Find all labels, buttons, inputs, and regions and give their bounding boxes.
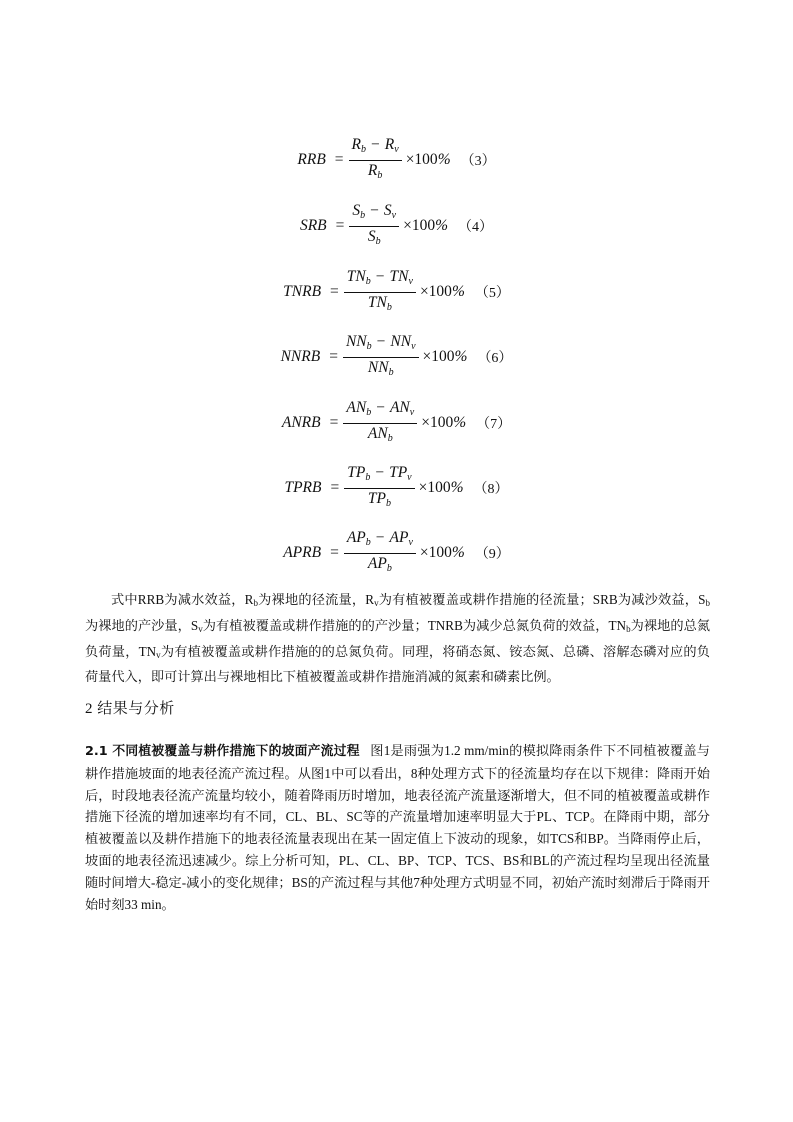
definition-paragraph: 式中RRB为减水效益，$R_b$为裸地的径流量，$R_v$为有植被覆盖或耕作措施的径流量；SRB为减沙效益，$S_b$为裸地的产沙量，$S_v$为有植被覆盖或耕作措施的的产沙量；TNRB为减少总氮负荷的效益，$TN_b$为裸地的总氮负荷量，$TN_v$为有植被覆盖或耕作措施的的总氮负荷。同理，将硝态氮、铵态氮、总磷、溶解态磷对应的负荷量代入，即可计算出与裸地相比下植被覆盖或耕作措施消减的氮素和磷素比例。 xyxy=(85,592,711,685)
equation-6 xyxy=(0,331,793,383)
equals-sign: = xyxy=(330,479,340,496)
fraction xyxy=(344,267,416,318)
equation-lhs: TNRB xyxy=(283,283,322,300)
percent-factor: ×100% xyxy=(422,348,468,365)
equation-number: （8） xyxy=(473,482,509,497)
subsection-paragraph xyxy=(85,740,710,915)
subsection-body: 图1是雨强为1.2 mm/min的模拟降雨条件下不同植被覆盖与耕作措施坡面的地表径流产流过程。从图1中可以看出，8种处理方式下的径流量均存在以下规律：降雨开始后，时段地表径流产流量均较小，随着降雨历时增加，地表径流产流量逐渐增大，但不同的植被覆盖或耕作措施下径流的增加速率均有不同，CL、BL、SC等的产流量增加速率明显大于PL、TCP。在降雨中期，部分植被覆盖以及耕作措施下的地表径流量表现出在某一固定值上下波动的现象，如TCS和BP。当降雨停止后，坡面的地表径流迅速减少。综上分析可知，PL、CL、BP、TCP、TCS、BS和BL的产流过程均呈现出径流量随时间增大-稳定-减小的变化规律；BS的产流过程与其他7种处理方式明显不同，初始产流时刻滞后于降雨开始时刻33 min。 xyxy=(85,743,710,912)
equation-lhs: RRB xyxy=(297,151,326,168)
percent-factor: ×100% xyxy=(419,544,465,561)
equation-5 xyxy=(0,266,793,318)
equation-number: （3） xyxy=(460,154,496,169)
percent-factor: ×100% xyxy=(403,217,449,234)
denominator: $R_b$ xyxy=(367,161,383,181)
denominator: $AN_b$ xyxy=(367,424,393,444)
section-heading: 2 结果与分析 xyxy=(85,701,175,717)
equation-7 xyxy=(0,397,793,449)
denominator: $NN_b$ xyxy=(367,358,394,378)
numerator: $R_b - R_v$ xyxy=(351,135,399,155)
fraction xyxy=(344,528,416,579)
fraction xyxy=(349,135,402,186)
fraction xyxy=(344,463,414,514)
equation-number: （5） xyxy=(474,286,510,301)
denominator: $TP_b$ xyxy=(367,489,391,509)
equation-lhs: TPRB xyxy=(284,479,322,496)
numerator: $TN_b - TN_v$ xyxy=(346,267,413,287)
equation-lhs: APRB xyxy=(283,544,322,561)
fraction xyxy=(349,201,399,252)
equals-sign: = xyxy=(334,151,344,168)
equation-number: （4） xyxy=(458,220,494,235)
denominator: $TN_b$ xyxy=(367,293,392,313)
denominator: $AP_b$ xyxy=(367,554,392,574)
numerator: $S_b - S_v$ xyxy=(352,201,397,221)
equation-number: （9） xyxy=(474,547,510,562)
equation-3 xyxy=(0,134,793,186)
subsection-heading: 2.1 不同植被覆盖与耕作措施下的坡面产流过程 xyxy=(85,744,360,759)
equation-number: （7） xyxy=(476,417,512,432)
equation-9 xyxy=(0,527,793,579)
numerator: $AN_b - AN_v$ xyxy=(346,398,415,418)
equals-sign: = xyxy=(335,217,345,234)
percent-factor: ×100% xyxy=(421,414,467,431)
fraction xyxy=(343,398,417,449)
equation-number: （6） xyxy=(477,351,513,366)
numerator: $TP_b - TP_v$ xyxy=(347,463,412,483)
equals-sign: = xyxy=(329,348,338,365)
equation-lhs: NNRB xyxy=(280,348,321,365)
equation-lhs: ANRB xyxy=(281,414,321,431)
numerator: $NN_b - NN_v$ xyxy=(345,332,416,352)
percent-factor: ×100% xyxy=(418,479,464,496)
denominator: $S_b$ xyxy=(367,227,381,247)
fraction xyxy=(343,332,419,383)
percent-factor: ×100% xyxy=(419,283,465,300)
equation-8 xyxy=(0,462,793,514)
equation-4 xyxy=(0,200,793,252)
equals-sign: = xyxy=(330,283,339,300)
equals-sign: = xyxy=(329,414,339,431)
numerator: $AP_b - AP_v$ xyxy=(346,528,413,548)
percent-factor: ×100% xyxy=(405,151,451,168)
equals-sign: = xyxy=(330,544,339,561)
equation-lhs: SRB xyxy=(299,217,327,234)
